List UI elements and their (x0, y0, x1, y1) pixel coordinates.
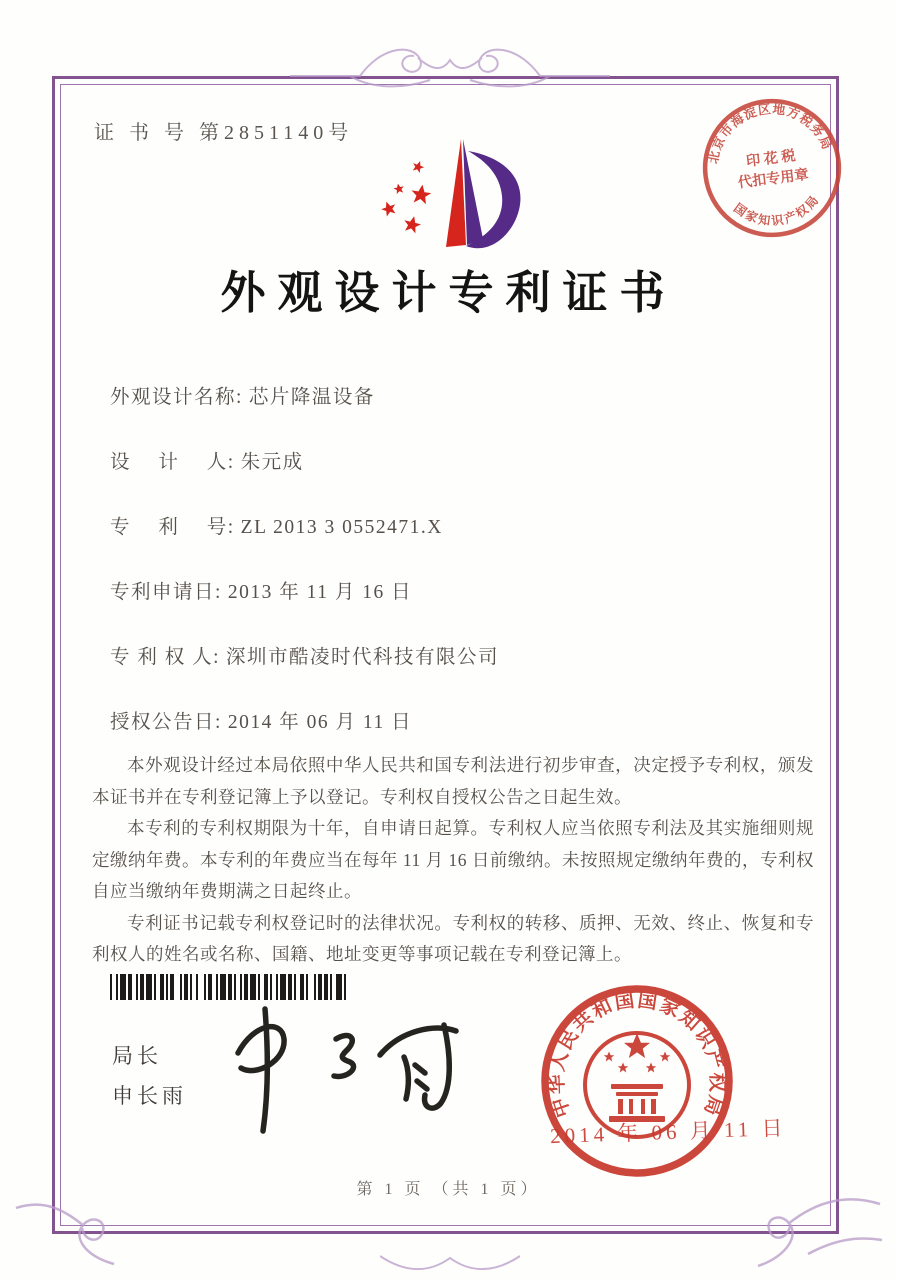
field-label: 外观设计名称: (110, 387, 243, 408)
legal-paragraph-3: 专利证书记载专利权登记时的法律状况。专利权的转移、质押、无效、终止、恢复和专利权人的姓名或名称、国籍、地址变更等事项记载在专利登记簿上。 (92, 912, 814, 964)
tax-stamp-arc-top: 北京市海淀区地方税务局 (706, 102, 835, 165)
document-title: 外观设计专利证书 (220, 268, 677, 318)
sipo-logo-icon (362, 133, 538, 251)
field-filing-date (110, 576, 412, 604)
field-label: 专利申请日: (110, 582, 222, 603)
tax-stamp-center-line2: 代扣专用章 (737, 166, 810, 192)
tax-stamp-seal (687, 83, 856, 252)
field-patent-number (110, 511, 443, 539)
legal-text (92, 750, 814, 971)
legal-paragraph-2: 本专利的专利权期限为十年，自申请日起算。专利权人应当依照专利法及其实施细则规定缴纳年费。本专利的年费应当在每年 11 月 16 日前缴纳。未按照规定缴纳年费的，专利权自应当缴纳年费期满之日起终止。 (92, 818, 814, 901)
tax-stamp-center-line1: 印 花 税 (745, 148, 797, 170)
seal-ring-text: 中华人民共和国国家知识产权局 (546, 990, 728, 1120)
handwritten-signature-icon (208, 1005, 478, 1135)
field-value: ZL 2013 3 0552471.X (240, 517, 443, 538)
field-value: 朱元成 (240, 452, 304, 473)
field-value: 深圳市酷凌时代科技有限公司 (226, 647, 500, 668)
field-design-name (110, 381, 375, 409)
field-grant-date (110, 706, 412, 734)
flourish-bottom-center-icon (380, 1238, 520, 1278)
field-label: 授权公告日: (110, 712, 222, 733)
legal-paragraph-1: 本外观设计经过本局依照中华人民共和国专利法进行初步审查，决定授予专利权，颁发本证书并在专利登记簿上予以登记。专利权自授权公告之日起生效。 (92, 755, 814, 807)
seal-date: 2014 年 06 月 11 日 (549, 1115, 787, 1149)
field-value: 2013 年 11 月 16 日 (227, 582, 413, 603)
tax-stamp-arc-bottom: 国家知识产权局 (731, 191, 823, 229)
field-designer (110, 446, 304, 474)
page-number: 第 1 页 （共 1 页） (356, 1181, 541, 1198)
sipo-official-seal (536, 980, 738, 1182)
signer-name: 申长雨 (112, 1085, 187, 1108)
field-value: 2014 年 06 月 11 日 (227, 712, 413, 733)
barcode (110, 974, 350, 1000)
field-label: 专 利 号: (110, 517, 235, 538)
certificate-number: 证 书 号 第2851140号 (94, 122, 354, 144)
field-label: 专 利 权 人: (110, 647, 221, 668)
flourish-top-center-icon (290, 36, 610, 92)
signer-title: 局长 (112, 1045, 162, 1068)
field-label: 设 计 人: (110, 452, 235, 473)
field-value: 芯片降温设备 (248, 387, 375, 408)
field-patentee (110, 641, 499, 669)
svg-text:中华人民共和国国家知识产权局 (545, 989, 730, 1120)
